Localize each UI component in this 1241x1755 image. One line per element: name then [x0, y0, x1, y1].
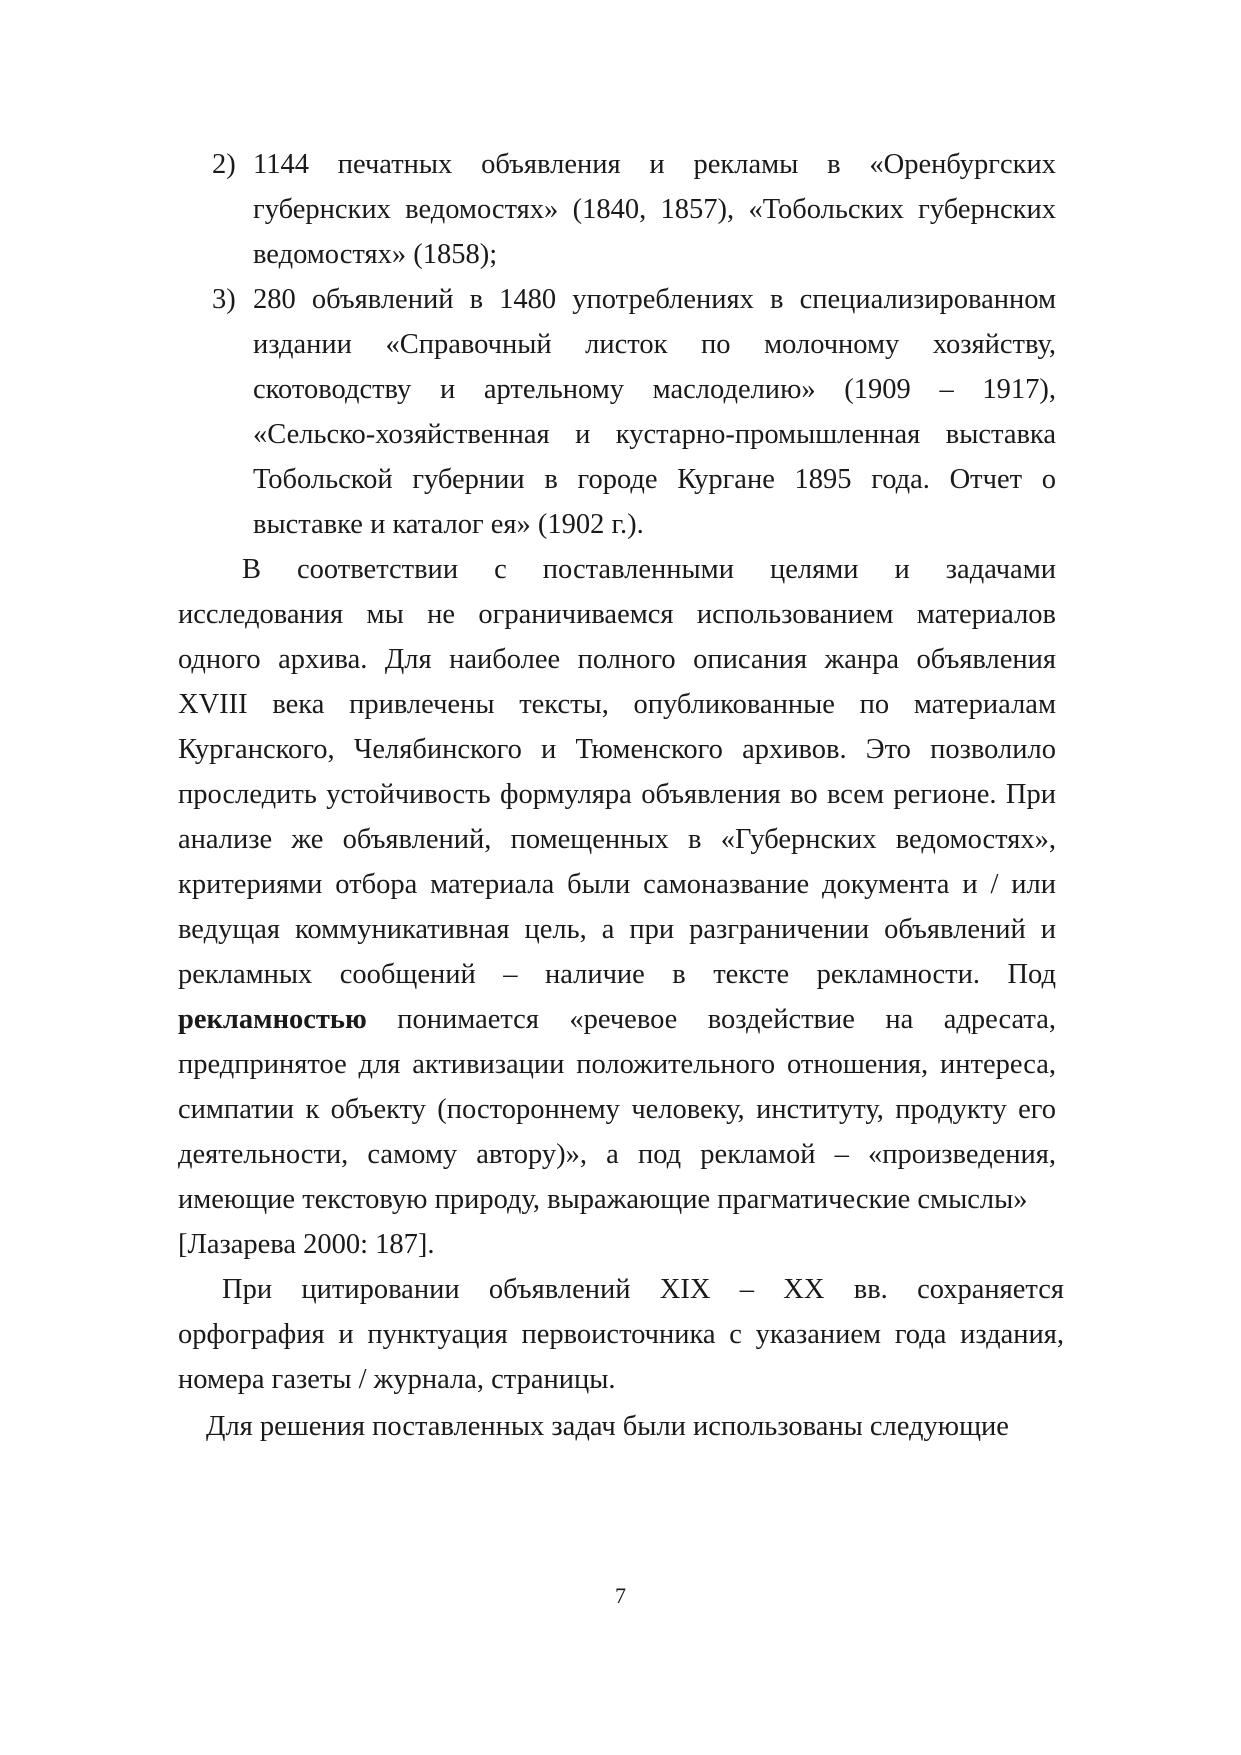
text-line: XVIII века привлечены тексты, опубликованные по материалам	[178, 689, 1056, 720]
text-line: [Лазарева 2000: 187].	[178, 1229, 435, 1260]
list-item-line: ведомостях» (1858);	[253, 239, 498, 270]
list-item-number: 2)	[212, 149, 236, 180]
text-line: номера газеты / журнала, страницы.	[178, 1364, 616, 1395]
text-line: орфография и пунктуация первоисточника с указанием года издания,	[178, 1319, 1064, 1350]
page-number: 7	[615, 1583, 626, 1608]
list-item-line: губернских ведомостях» (1840, 1857), «Тобольских губернских	[253, 194, 1056, 225]
text-line: имеющие текстовую природу, выражающие прагматические смыслы»	[178, 1184, 1028, 1215]
list-item-line: выставке и каталог ея» (1902 г.).	[253, 509, 644, 540]
list-item-line: издании «Справочный листок по молочному хозяйству,	[253, 329, 1056, 360]
list-item-line: «Сельско-хозяйственная и кустарно-промышленная выставка	[253, 419, 1056, 450]
text-line: одного архива. Для наиболее полного описания жанра объявления	[178, 644, 1056, 675]
text-line: симпатии к объекту (постороннему человеку, институту, продукту его	[178, 1094, 1056, 1125]
text-line: исследования мы не ограничиваемся использованием материалов	[178, 599, 1056, 630]
text-line: критериями отбора материала были самоназвание документа и / или	[178, 869, 1056, 900]
text-line: предпринятое для активизации положительного отношения, интереса,	[178, 1049, 1056, 1080]
text-line: При цитировании объявлений XIX – XX вв. сохраняется	[222, 1274, 1064, 1305]
text-line: Курганского, Челябинского и Тюменского архивов. Это позволило	[178, 734, 1056, 765]
list-item-number: 3)	[212, 284, 236, 315]
text-span: понимается «речевое воздействие на адресата,	[397, 1004, 1056, 1035]
text-line: Для решения поставленных задач были использованы следующие	[206, 1411, 1009, 1442]
list-item-line: 1144 печатных объявления и рекламы в «Оренбургских	[253, 149, 1056, 180]
text-line: деятельности, самому автору)», а под рекламой – «произведения,	[178, 1139, 1056, 1170]
text-line: В соответствии с поставленными целями и задачами	[242, 554, 1056, 585]
text-line: рекламных сообщений – наличие в тексте рекламности. Под	[178, 959, 1056, 990]
list-item-line: Тобольской губернии в городе Кургане 1895 года. Отчет о	[253, 464, 1056, 495]
list-item-line: 280 объявлений в 1480 употреблениях в специализированном	[253, 284, 1056, 315]
text-line-with-term	[178, 1002, 1056, 1038]
bold-term: рекламностью	[178, 1004, 367, 1035]
list-item-line: скотоводству и артельному маслоделию» (1909 – 1917),	[253, 374, 1056, 405]
text-line: ведущая коммуникативная цель, а при разграничении объявлений и	[178, 914, 1056, 945]
text-line: проследить устойчивость формуляра объявления во всем регионе. При	[178, 779, 1056, 810]
text-line: анализе же объявлений, помещенных в «Губернских ведомостях»,	[178, 824, 1056, 855]
